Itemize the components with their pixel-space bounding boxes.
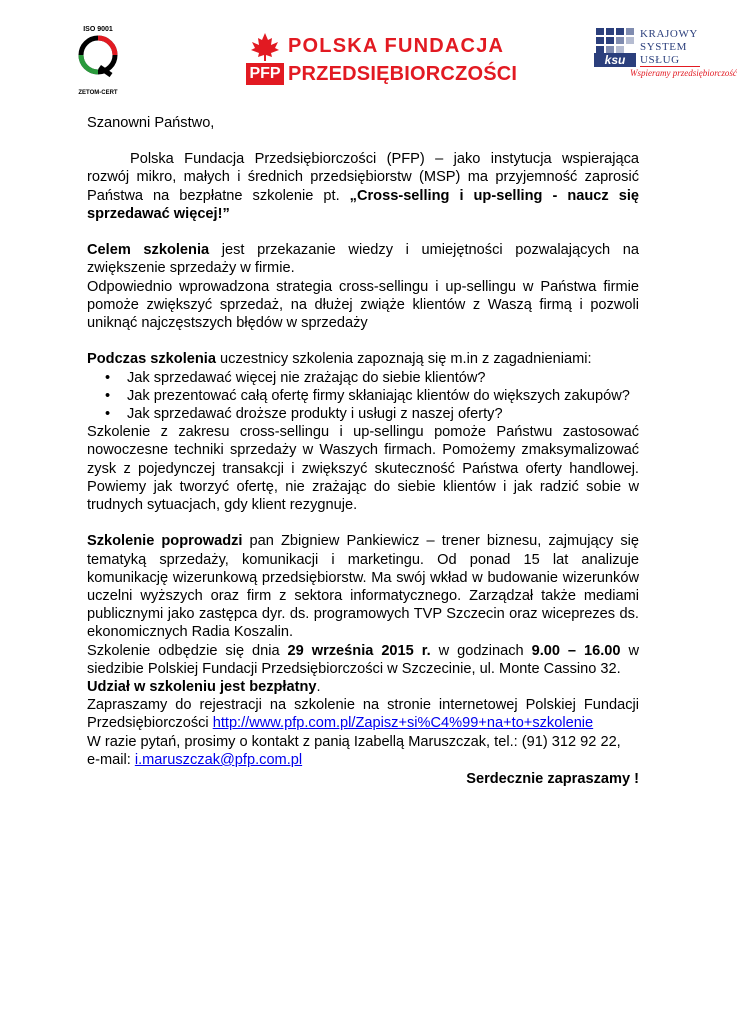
training-place: w siedzibie Polskiej Fundacji Przedsiębiorczości w Szczecinie, ul. Monte Cassino 32. — [87, 642, 639, 677]
topics-label: Podczas szkolenia — [87, 351, 216, 368]
ksu-squares-icon — [596, 28, 634, 52]
strategy-paragraph: Odpowiednio wprowadzona strategia cross-sellingu i up-sellingu w Państwa firmie pomoże zwiększyć sprzedaż, na dłużej zwiąże klientów z Waszą firmą i pozwoli uniknąć najczęstszych błędów w sprzedaży — [87, 278, 639, 332]
schedule-paragraph — [87, 642, 639, 678]
iso-certificate-logo — [66, 26, 130, 98]
intro-text: Polska Fundacja Przedsiębiorczości (PFP) – jako instytucja wspierająca rozwój mikro, małych i średnich przedsiębiorstw (MSP) ma przyjemność zaprosić Państwa na bezpłatne szkolenie pt. — [87, 151, 639, 204]
ksu-mark: ksu — [594, 53, 636, 67]
topics-intro — [87, 350, 639, 368]
goal-label: Celem szkolenia — [87, 242, 210, 259]
email-link[interactable]: i.maruszczak@pfp.com.pl — [134, 751, 303, 768]
greeting: Szanowni Państwo, — [87, 115, 215, 131]
zetom-cert-icon — [78, 35, 118, 79]
goal-text: jest przekazanie wiedzy i umiejętności pozwalających na zwiększenie sprzedaży w firmie. — [87, 242, 640, 277]
training-title: „Cross-selling i up-selling - naucz się sprzedawać więcej!” — [87, 187, 639, 222]
trainer-label: Szkolenie poprowadzi — [87, 533, 243, 550]
time-prefix: w godzinach — [430, 642, 532, 659]
pfp-logo — [246, 30, 518, 88]
topics-list — [87, 369, 639, 424]
zetom-cert-label: ZETOM-CERT — [78, 90, 118, 96]
intro-paragraph — [87, 150, 639, 223]
email-prefix: e-mail: — [87, 751, 135, 768]
list-item: • Jak prezentować całą ofertę firmy skłaniając klientów do większych zakupów? — [127, 387, 639, 405]
free-dot: . — [316, 679, 321, 696]
contact-paragraph: W razie pytań, prosimy o kontakt z panią Izabellą Maruszczak, tel.: (91) 312 92 22, — [87, 733, 621, 750]
free-paragraph — [87, 678, 639, 696]
topics-text: uczestnicy szkolenia zapoznają się m.in z zagadnieniami: — [215, 351, 592, 368]
pfp-badge: PFP — [246, 63, 284, 85]
goal-paragraph — [87, 241, 639, 277]
date-prefix: Szkolenie odbędzie się dnia — [87, 642, 288, 659]
register-text: Zapraszamy do rejestracji na szkolenie na stronie internetowej Polskiej Fundacji Przedsiębiorczości — [87, 697, 639, 732]
ksu-logo — [592, 26, 737, 86]
trainer-paragraph — [87, 532, 639, 641]
letterhead — [0, 0, 737, 100]
benefits-paragraph: Szkolenie z zakresu cross-sellingu i up-sellingu pomoże Państwu zastosować nowoczesne techniki sprzedaży w Waszych firmach. Pomożemy zmaksymalizować zysk z pojedynczej transakcji i zwiększyć skuteczność Państwa oferty handlowej. Powiemy jak tworzyć ofertę, nie zrażając do siebie klientów i jak radzić sobie w trudnych sytuacjach, gdy klient rezygnuje. — [87, 424, 639, 514]
ksu-name-line1: KRAJOWY — [640, 28, 698, 40]
list-item: • Jak sprzedawać więcej nie zrażając do siebie klientów? — [127, 369, 639, 387]
pfp-name-line2: PRZEDSIĘBIORCZOŚCI — [288, 63, 518, 85]
pfp-name-line1: POLSKA FUNDACJA — [288, 35, 505, 57]
registration-link[interactable]: http://www.pfp.com.pl/Zapisz+si%C4%99+na+to+szkolenie — [212, 715, 594, 732]
training-time: 9.00 – 16.00 — [531, 642, 621, 659]
register-paragraph — [87, 696, 639, 732]
ksu-name — [640, 28, 698, 67]
training-date: 29 września 2015 r. — [287, 642, 431, 659]
ksu-name-line2: SYSTEM — [640, 41, 687, 53]
closing: Serdecznie zapraszamy ! — [466, 771, 639, 788]
maple-leaf-icon — [250, 32, 280, 62]
list-item: • Jak sprzedawać droższe produkty i usługi z naszej oferty? — [127, 405, 639, 423]
letter-body — [87, 114, 639, 788]
ksu-divider — [640, 66, 700, 67]
trainer-text: pan Zbigniew Pankiewicz – trener biznesu, zajmujący się tematyką sprzedaży, komunikacji i marketingu. Od ponad 15 lat analizuje komunikację wizerunkową przedsiębiorstw. Ma swój wkład w budowanie wizerunków uczelni wyższych oraz firm z sektora informatycznego. Zarządzał także mediami publicznymi jako zastępca dyr. ds. programowych TVP Szczecin oraz wiceprezes ds. ekonomicznych Radia Koszalin. — [87, 533, 639, 641]
ksu-name-line3: USŁUG — [640, 54, 680, 66]
free-text: Udział w szkoleniu jest bezpłatny — [87, 679, 317, 696]
iso-label: ISO 9001 — [83, 26, 113, 33]
ksu-slogan: Wspieramy przedsiębiorczość — [630, 68, 737, 78]
email-paragraph — [87, 751, 639, 769]
